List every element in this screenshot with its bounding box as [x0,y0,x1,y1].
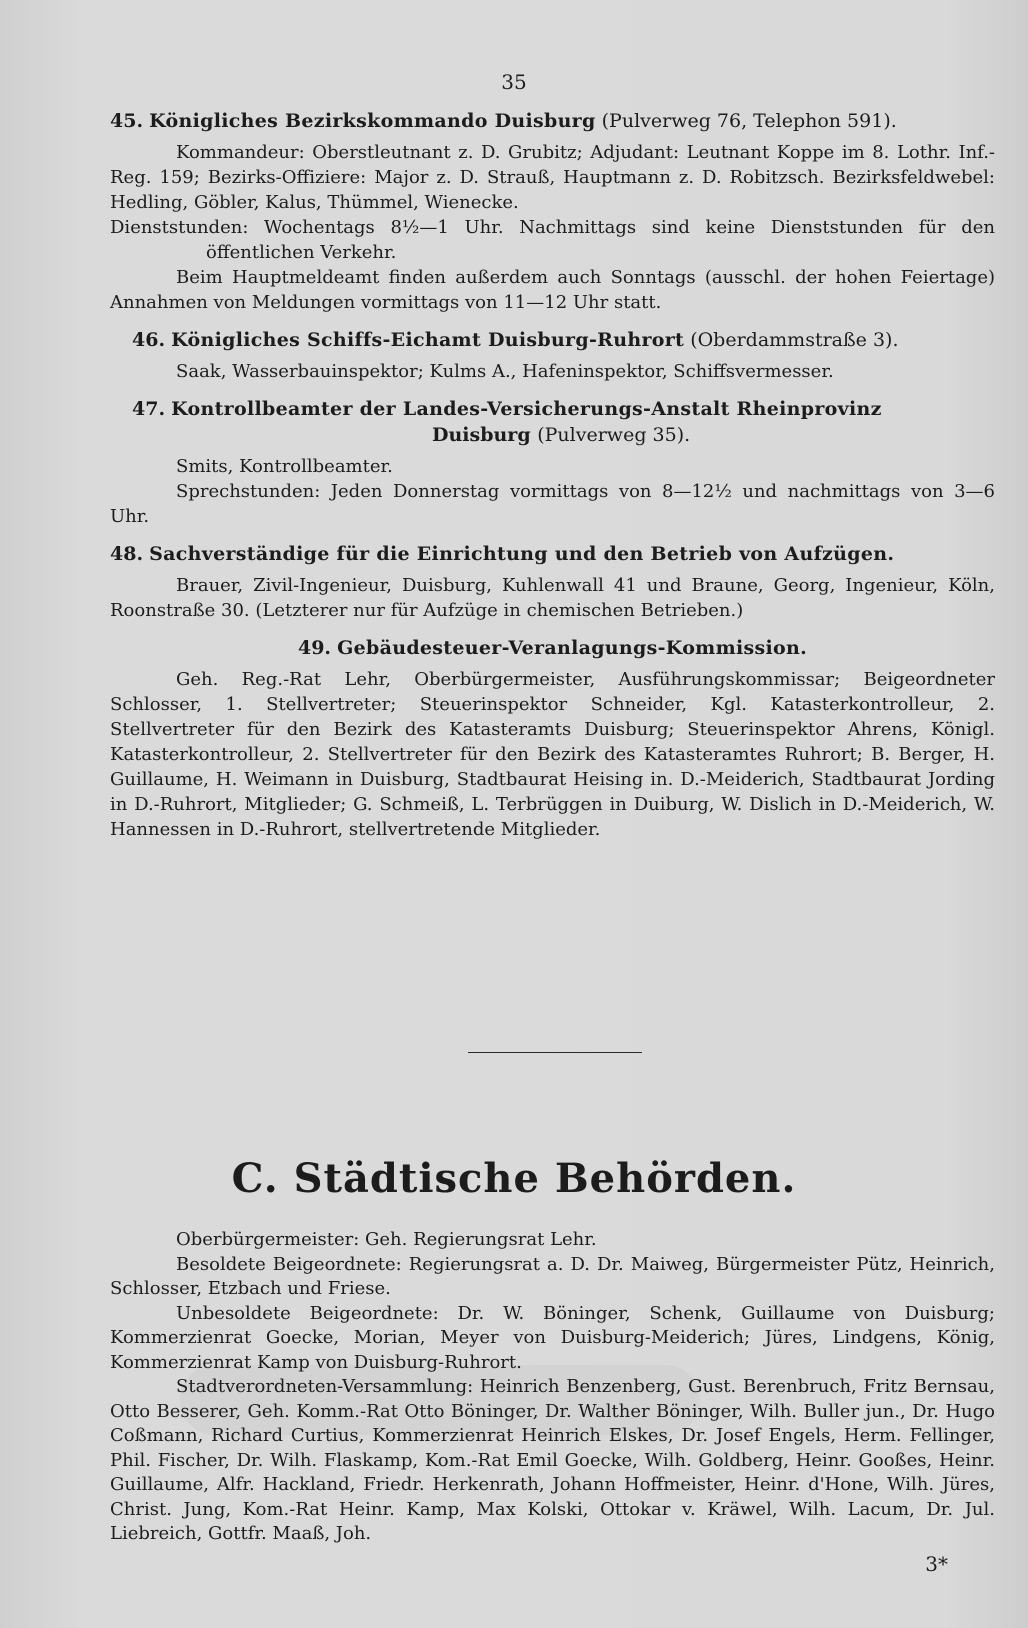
section-47 [110,396,995,529]
section-title-suffix: (Pulverweg 76, Telephon 591). [601,110,897,132]
paragraph: Saak, Wasserbauinspektor; Kulms A., Hafeninspektor, Schiffsvermesser. [176,361,834,382]
section-number: 47. [132,398,166,420]
paragraph: Oberbürgermeister: Geh. Regierungsrat Lehr. [176,1229,597,1250]
paragraph: Beim Hauptmeldeamt finden außerdem auch Sonntags (ausschl. der hohen Feiertage) Annahmen von Meldungen vormittags von 11—12 Uhr statt. [110,267,995,313]
section-title-suffix: (Pulverweg 35). [537,424,691,446]
paragraph: Kommandeur: Oberstleutnant z. D. Grubitz; Adjudant: Leutnant Koppe im 8. Lothr. Inf.-Reg. 159; Bezirks-Offiziere: Major z. D. Strauß, Hauptmann z. D. Robitzsch. Bezirksfeldwebel: Hedling, Göbler, Kalus, Thümmel, Wienecke. [110,142,995,213]
paragraph: Geh. Reg.-Rat Lehr, Oberbürgermeister, Ausführungskommissar; Beigeordneter Schlosser, 1. Stellvertreter; Steuerinspektor Schneider, Kgl. Katasterkontrolleur, 2. Stellvertreter für den Bezirk des Katasteramts Duisburg; Steuerinspektor Ahrens, Königl. Katasterkontrolleur, 2. Stellvertreter für den Bezirk des Katasteramtes Ruhrort; B. Berger, H. Guillaume, H. Weimann in Duisburg, Stadtbaurat Heising in. D.-Meiderich, Stadtbaurat Jording in D.-Ruhrort, Mitglieder; G. Schmeiß, L. Terbrüggen in Duiburg, W. Dislich in D.-Meiderich, W. Hannessen in D.-Ruhrort, stellvertretende Mitglieder. [110,669,995,840]
section-title-line2-text: Duisburg [432,424,531,446]
section-heading [110,396,995,448]
paragraph: Besoldete Beigeordnete: Regierungsrat a. D. Dr. Maiweg, Bürgermeister Pütz, Heinrich, Schlosser, Etzbach und Friese. [110,1253,995,1299]
paragraph: Smits, Kontrollbeamter. [176,456,393,477]
section-49 [110,635,995,842]
printer-signature: 3* [925,1552,948,1576]
section-heading [110,327,995,353]
section-45 [110,108,995,315]
section-46 [110,327,995,384]
page-number: 35 [501,70,527,94]
section-number: 46. [132,329,166,351]
section-number: 48. [110,543,144,565]
section-heading [110,635,995,661]
section-divider [468,1052,642,1053]
main-content [110,108,995,854]
section-title: Gebäudesteuer-Veranlagungs-Kommission. [337,637,808,659]
section-title: Sachverständige für die Einrichtung und den Betrieb von Aufzügen. [149,543,895,565]
paragraph: Dienststunden: Wochentags 8½—1 Uhr. Nachmittags sind keine Dienststunden für den öffentlichen Verkehr. [110,217,995,263]
paragraph: Stadtverordneten-Versammlung: Heinrich Benzenberg, Gust. Berenbruch, Fritz Bernsau, Otto Besserer, Geh. Komm.-Rat Otto Böninger, Dr. Walther Böninger, Wilh. Buller jun., Dr. Hugo Coßmann, Richard Curtius, Kommerzienrat Heinrich Elskes, Dr. Josef Engels, Herm. Fellinger, Phil. Fischer, Dr. Wilh. Flaskamp, Kom.-Rat Emil Goecke, Wilh. Goldberg, Heinr. Gooßes, Heinr. Guillaume, Alfr. Hackland, Friedr. Herkenrath, Johann Hoffmeister, Heinr. d'Hone, Wilh. Jüres, Christ. Jung, Kom.-Rat Heinr. Kamp, Max Kolski, Ottokar v. Kräwel, Wilh. Lacum, Dr. Jul. Liebreich, Gottfr. Maaß, Joh. [110,1376,995,1544]
paragraph: Brauer, Zivil-Ingenieur, Duisburg, Kuhlenwall 41 und Braune, Georg, Ingenieur, Köln, Roonstraße 30. (Letzterer nur für Aufzüge in chemischen Betrieben.) [110,575,995,621]
section-heading [110,108,995,134]
section-title: Königliches Bezirkskommando Duisburg [149,110,596,132]
section-number: 45. [110,110,144,132]
section-title-suffix: (Oberdammstraße 3). [690,329,899,351]
section-48 [110,541,995,623]
city-authorities [110,1228,995,1547]
section-number: 49. [297,637,332,659]
chapter-heading: C. Städtische Behörden. [231,1155,797,1202]
paragraph: Unbesoldete Beigeordnete: Dr. W. Böninger, Schenk, Guillaume von Duisburg; Kommerzienrat Goecke, Morian, Meyer von Duisburg-Meiderich; Jüres, Lindgens, König, Kommerzienrat Kamp von Duisburg-Ruhrort. [110,1302,995,1373]
paragraph: Sprechstunden: Jeden Donnerstag vormittags von 8—12½ und nachmittags von 3—6 Uhr. [110,481,995,527]
section-title-line2 [132,422,995,448]
section-title: Kontrollbeamter der Landes-Versicherungs-Anstalt Rheinprovinz [171,398,882,420]
section-title: Königliches Schiffs-Eichamt Duisburg-Ruhrort [171,329,685,351]
section-heading [110,541,995,567]
